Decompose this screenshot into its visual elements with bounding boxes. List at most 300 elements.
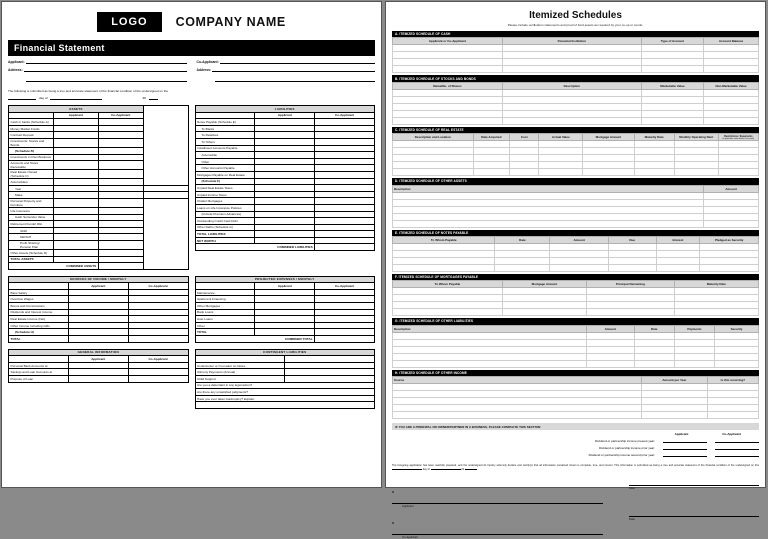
schedule-cell[interactable] bbox=[586, 295, 674, 302]
row-value-cell[interactable] bbox=[315, 178, 375, 185]
business-row-input[interactable] bbox=[663, 438, 707, 443]
row-value-cell[interactable] bbox=[53, 161, 98, 170]
schedule-cell[interactable] bbox=[674, 309, 758, 316]
row-value-cell[interactable] bbox=[315, 145, 375, 152]
schedule-cell[interactable] bbox=[586, 309, 674, 316]
row-value-cell[interactable] bbox=[315, 204, 375, 211]
schedule-cell[interactable] bbox=[674, 346, 714, 353]
row-value-cell[interactable] bbox=[98, 221, 143, 228]
schedule-cell[interactable] bbox=[707, 405, 758, 412]
row-value-cell[interactable] bbox=[53, 256, 98, 263]
row-value-cell[interactable] bbox=[53, 221, 98, 228]
schedule-cell[interactable] bbox=[393, 192, 704, 199]
schedule-cell[interactable] bbox=[393, 103, 503, 110]
row-value-cell[interactable] bbox=[315, 218, 375, 225]
co-address-field[interactable] bbox=[197, 67, 376, 72]
schedule-cell[interactable] bbox=[393, 250, 495, 257]
assets-combined-value[interactable] bbox=[98, 263, 143, 270]
schedule-cell[interactable] bbox=[393, 220, 704, 227]
schedule-cell[interactable] bbox=[674, 360, 714, 367]
co-address-input-rule[interactable] bbox=[212, 67, 375, 72]
schedule-cell[interactable] bbox=[715, 360, 759, 367]
schedule-cell[interactable] bbox=[707, 398, 758, 405]
schedule-cell[interactable] bbox=[502, 52, 641, 59]
row-value-cell[interactable] bbox=[53, 234, 98, 241]
schedule-cell[interactable] bbox=[510, 155, 539, 162]
schedule-cell[interactable] bbox=[634, 155, 674, 162]
row-value-cell[interactable] bbox=[315, 138, 375, 145]
schedule-cell[interactable] bbox=[715, 339, 759, 346]
schedule-cell[interactable] bbox=[502, 59, 641, 66]
address-field[interactable] bbox=[8, 67, 187, 72]
legal-day-input[interactable] bbox=[392, 469, 422, 470]
row-value-cell[interactable] bbox=[53, 147, 98, 154]
row-value-cell[interactable] bbox=[53, 198, 98, 207]
business-row-input[interactable] bbox=[715, 438, 759, 443]
schedule-cell[interactable] bbox=[704, 89, 759, 96]
schedule-cell[interactable] bbox=[586, 332, 634, 339]
row-value-cell[interactable] bbox=[98, 214, 143, 221]
row-value-cell[interactable] bbox=[98, 161, 143, 170]
schedule-cell[interactable] bbox=[583, 155, 634, 162]
row-value-cell[interactable] bbox=[255, 316, 315, 323]
schedule-cell[interactable] bbox=[715, 332, 759, 339]
legal-year-input[interactable] bbox=[465, 469, 477, 470]
row-value-cell[interactable] bbox=[98, 185, 143, 192]
row-value-cell[interactable] bbox=[315, 152, 375, 159]
row-value-cell[interactable] bbox=[315, 322, 375, 329]
row-value-cell[interactable] bbox=[128, 322, 188, 329]
schedule-cell[interactable] bbox=[674, 302, 758, 309]
schedule-cell[interactable] bbox=[674, 353, 714, 360]
schedule-cell[interactable] bbox=[634, 162, 674, 169]
schedule-cell[interactable] bbox=[608, 243, 656, 250]
row-value-cell[interactable] bbox=[68, 369, 128, 376]
row-value-cell[interactable] bbox=[255, 132, 315, 139]
schedule-cell[interactable] bbox=[510, 162, 539, 169]
row-value-cell[interactable] bbox=[315, 237, 375, 244]
schedule-cell[interactable] bbox=[656, 243, 700, 250]
row-value-cell[interactable] bbox=[53, 207, 98, 214]
schedule-cell[interactable] bbox=[539, 148, 583, 155]
schedule-cell[interactable] bbox=[641, 398, 707, 405]
row-value-cell[interactable] bbox=[98, 227, 143, 234]
schedule-cell[interactable] bbox=[393, 96, 503, 103]
schedule-cell[interactable] bbox=[656, 264, 700, 271]
row-value-cell[interactable] bbox=[255, 178, 315, 185]
schedule-cell[interactable] bbox=[634, 141, 674, 148]
schedule-cell[interactable] bbox=[393, 295, 503, 302]
schedule-cell[interactable] bbox=[583, 169, 634, 176]
schedule-cell[interactable] bbox=[393, 243, 495, 250]
schedule-cell[interactable] bbox=[586, 288, 674, 295]
row-value-cell[interactable] bbox=[98, 198, 143, 207]
schedule-cell[interactable] bbox=[502, 117, 641, 124]
schedule-cell[interactable] bbox=[539, 162, 583, 169]
schedule-cell[interactable] bbox=[393, 384, 642, 391]
co-applicant-input-rule[interactable] bbox=[220, 59, 375, 64]
schedule-cell[interactable] bbox=[393, 398, 642, 405]
schedule-cell[interactable] bbox=[634, 339, 674, 346]
schedule-cell[interactable] bbox=[608, 264, 656, 271]
schedule-cell[interactable] bbox=[502, 66, 641, 73]
schedule-cell[interactable] bbox=[634, 353, 674, 360]
schedule-cell[interactable] bbox=[393, 360, 587, 367]
schedule-cell[interactable] bbox=[704, 206, 759, 213]
date-day-input[interactable] bbox=[8, 95, 36, 100]
row-value-cell[interactable] bbox=[128, 336, 188, 343]
schedule-cell[interactable] bbox=[586, 360, 634, 367]
row-value-cell[interactable] bbox=[98, 125, 143, 132]
row-value-cell[interactable] bbox=[285, 369, 375, 376]
schedule-cell[interactable] bbox=[704, 117, 759, 124]
row-value-cell[interactable] bbox=[315, 231, 375, 238]
schedule-cell[interactable] bbox=[634, 332, 674, 339]
schedule-cell[interactable] bbox=[634, 169, 674, 176]
schedule-cell[interactable] bbox=[704, 103, 759, 110]
row-value-cell[interactable] bbox=[53, 227, 98, 234]
schedule-cell[interactable] bbox=[700, 243, 759, 250]
schedule-cell[interactable] bbox=[393, 66, 503, 73]
schedule-cell[interactable] bbox=[674, 155, 718, 162]
row-value-cell[interactable] bbox=[255, 138, 315, 145]
schedule-cell[interactable] bbox=[473, 155, 510, 162]
schedule-cell[interactable] bbox=[700, 257, 759, 264]
row-value-cell[interactable] bbox=[315, 125, 375, 132]
schedule-cell[interactable] bbox=[704, 213, 759, 220]
schedule-cell[interactable] bbox=[704, 66, 759, 73]
row-value-cell[interactable] bbox=[68, 336, 128, 343]
schedule-cell[interactable] bbox=[502, 302, 586, 309]
row-value-cell[interactable] bbox=[315, 329, 375, 336]
schedule-cell[interactable] bbox=[641, 110, 703, 117]
schedule-cell[interactable] bbox=[704, 52, 759, 59]
row-value-cell[interactable] bbox=[98, 138, 143, 147]
schedule-cell[interactable] bbox=[393, 148, 474, 155]
row-value-cell[interactable] bbox=[255, 158, 315, 165]
row-value-cell[interactable] bbox=[98, 240, 143, 249]
schedule-cell[interactable] bbox=[393, 412, 642, 419]
row-value-cell[interactable] bbox=[53, 154, 98, 161]
row-value-cell[interactable] bbox=[255, 237, 315, 244]
schedule-cell[interactable] bbox=[502, 89, 641, 96]
co-address-line-2[interactable] bbox=[215, 75, 376, 82]
row-value-cell[interactable] bbox=[255, 329, 315, 336]
row-value-cell[interactable] bbox=[98, 207, 143, 214]
schedule-cell[interactable] bbox=[608, 257, 656, 264]
schedule-cell[interactable] bbox=[586, 346, 634, 353]
schedule-cell[interactable] bbox=[393, 206, 704, 213]
schedule-cell[interactable] bbox=[641, 103, 703, 110]
row-value-cell[interactable] bbox=[53, 240, 98, 249]
schedule-cell[interactable] bbox=[704, 96, 759, 103]
row-value-cell[interactable] bbox=[255, 289, 315, 296]
row-value-cell[interactable] bbox=[143, 192, 188, 199]
schedule-cell[interactable] bbox=[704, 45, 759, 52]
row-value-cell[interactable] bbox=[53, 119, 98, 126]
schedule-cell[interactable] bbox=[641, 391, 707, 398]
schedule-cell[interactable] bbox=[393, 309, 503, 316]
schedule-cell[interactable] bbox=[502, 96, 641, 103]
schedule-cell[interactable] bbox=[707, 391, 758, 398]
row-value-cell[interactable] bbox=[255, 125, 315, 132]
schedule-cell[interactable] bbox=[634, 148, 674, 155]
schedule-cell[interactable] bbox=[674, 295, 758, 302]
schedule-cell[interactable] bbox=[641, 89, 703, 96]
schedule-cell[interactable] bbox=[393, 199, 704, 206]
schedule-cell[interactable] bbox=[634, 346, 674, 353]
row-value-cell[interactable] bbox=[98, 249, 143, 256]
applicant-input-rule[interactable] bbox=[26, 59, 187, 64]
date-year-input[interactable] bbox=[149, 95, 158, 100]
schedule-cell[interactable] bbox=[393, 169, 474, 176]
row-value-cell[interactable] bbox=[98, 234, 143, 241]
row-value-cell[interactable] bbox=[315, 191, 375, 198]
address-line-2[interactable] bbox=[26, 75, 187, 82]
schedule-cell[interactable] bbox=[641, 96, 703, 103]
schedule-cell[interactable] bbox=[550, 243, 609, 250]
row-value-cell[interactable] bbox=[315, 165, 375, 172]
row-value-cell[interactable] bbox=[98, 256, 143, 263]
row-value-cell[interactable] bbox=[285, 362, 375, 369]
schedule-cell[interactable] bbox=[608, 250, 656, 257]
schedule-cell[interactable] bbox=[634, 360, 674, 367]
schedule-cell[interactable] bbox=[715, 353, 759, 360]
schedule-cell[interactable] bbox=[641, 52, 703, 59]
row-value-cell[interactable] bbox=[53, 125, 98, 132]
schedule-cell[interactable] bbox=[718, 169, 758, 176]
schedule-cell[interactable] bbox=[393, 353, 587, 360]
row-value-cell[interactable] bbox=[255, 152, 315, 159]
schedule-cell[interactable] bbox=[674, 339, 714, 346]
schedule-cell[interactable] bbox=[502, 295, 586, 302]
schedule-cell[interactable] bbox=[583, 148, 634, 155]
schedule-cell[interactable] bbox=[704, 199, 759, 206]
schedule-cell[interactable] bbox=[718, 162, 758, 169]
row-value-cell[interactable] bbox=[98, 119, 143, 126]
schedule-cell[interactable] bbox=[718, 155, 758, 162]
schedule-cell[interactable] bbox=[656, 250, 700, 257]
schedule-cell[interactable] bbox=[473, 162, 510, 169]
row-value-cell[interactable] bbox=[255, 296, 315, 303]
schedule-cell[interactable] bbox=[641, 405, 707, 412]
row-value-cell[interactable] bbox=[255, 218, 315, 225]
row-value-cell[interactable] bbox=[53, 170, 98, 179]
row-value-cell[interactable] bbox=[68, 296, 128, 303]
schedule-cell[interactable] bbox=[707, 412, 758, 419]
schedule-cell[interactable] bbox=[674, 288, 758, 295]
row-value-cell[interactable] bbox=[68, 289, 128, 296]
business-row-input[interactable] bbox=[715, 452, 759, 457]
row-value-cell[interactable] bbox=[255, 224, 315, 231]
row-value-cell[interactable] bbox=[128, 329, 188, 336]
row-value-cell[interactable] bbox=[68, 329, 128, 336]
schedule-cell[interactable] bbox=[393, 391, 642, 398]
schedule-cell[interactable] bbox=[704, 110, 759, 117]
row-value-cell[interactable] bbox=[255, 303, 315, 310]
schedule-cell[interactable] bbox=[393, 52, 503, 59]
schedule-cell[interactable] bbox=[674, 141, 718, 148]
row-value-cell[interactable] bbox=[315, 198, 375, 205]
schedule-cell[interactable] bbox=[502, 103, 641, 110]
schedule-cell[interactable] bbox=[641, 412, 707, 419]
row-value-cell[interactable] bbox=[98, 154, 143, 161]
row-value-cell[interactable] bbox=[315, 158, 375, 165]
schedule-cell[interactable] bbox=[502, 110, 641, 117]
schedule-cell[interactable] bbox=[641, 66, 703, 73]
row-value-cell[interactable] bbox=[68, 362, 128, 369]
row-value-cell[interactable] bbox=[255, 309, 315, 316]
schedule-cell[interactable] bbox=[393, 155, 474, 162]
row-value-cell[interactable] bbox=[315, 185, 375, 192]
co-applicant-field[interactable] bbox=[197, 59, 376, 64]
schedule-cell[interactable] bbox=[715, 346, 759, 353]
row-value-cell[interactable] bbox=[68, 316, 128, 323]
row-value-cell[interactable] bbox=[98, 179, 143, 186]
legal-month-input[interactable] bbox=[431, 469, 461, 470]
row-value-cell[interactable] bbox=[143, 185, 188, 192]
row-value-cell[interactable] bbox=[98, 192, 143, 199]
schedule-cell[interactable] bbox=[539, 141, 583, 148]
row-value-cell[interactable] bbox=[53, 132, 98, 139]
applicant-field[interactable] bbox=[8, 59, 187, 64]
expenses-combined-value[interactable] bbox=[315, 336, 375, 343]
schedule-cell[interactable] bbox=[718, 148, 758, 155]
row-value-cell[interactable] bbox=[315, 132, 375, 139]
row-value-cell[interactable] bbox=[53, 214, 98, 221]
row-value-cell[interactable] bbox=[255, 165, 315, 172]
schedule-cell[interactable] bbox=[393, 59, 503, 66]
schedule-cell[interactable] bbox=[393, 339, 587, 346]
schedule-cell[interactable] bbox=[393, 89, 503, 96]
schedule-cell[interactable] bbox=[700, 250, 759, 257]
schedule-cell[interactable] bbox=[393, 332, 587, 339]
schedule-cell[interactable] bbox=[539, 169, 583, 176]
address-input-rule[interactable] bbox=[24, 67, 187, 72]
row-value-cell[interactable] bbox=[128, 369, 188, 376]
schedule-cell[interactable] bbox=[393, 264, 495, 271]
schedule-cell[interactable] bbox=[641, 384, 707, 391]
schedule-cell[interactable] bbox=[586, 353, 634, 360]
schedule-cell[interactable] bbox=[393, 405, 642, 412]
row-value-cell[interactable] bbox=[255, 145, 315, 152]
row-value-cell[interactable] bbox=[315, 309, 375, 316]
row-value-cell[interactable] bbox=[255, 204, 315, 211]
row-value-cell[interactable] bbox=[315, 119, 375, 126]
business-row-input[interactable] bbox=[663, 445, 707, 450]
schedule-cell[interactable] bbox=[495, 250, 550, 257]
row-value-cell[interactable] bbox=[98, 132, 143, 139]
schedule-cell[interactable] bbox=[473, 148, 510, 155]
row-value-cell[interactable] bbox=[53, 249, 98, 256]
row-value-cell[interactable] bbox=[68, 322, 128, 329]
schedule-cell[interactable] bbox=[674, 332, 714, 339]
row-value-cell[interactable] bbox=[128, 316, 188, 323]
schedule-cell[interactable] bbox=[704, 220, 759, 227]
schedule-cell[interactable] bbox=[495, 243, 550, 250]
schedule-cell[interactable] bbox=[674, 162, 718, 169]
schedule-cell[interactable] bbox=[583, 141, 634, 148]
row-value-cell[interactable] bbox=[98, 170, 143, 179]
row-value-cell[interactable] bbox=[98, 147, 143, 154]
row-value-cell[interactable] bbox=[128, 289, 188, 296]
schedule-cell[interactable] bbox=[510, 141, 539, 148]
contingent-explain-area[interactable] bbox=[195, 402, 375, 409]
date-month-input[interactable] bbox=[50, 95, 102, 100]
row-value-cell[interactable] bbox=[255, 185, 315, 192]
row-value-cell[interactable] bbox=[128, 303, 188, 310]
schedule-cell[interactable] bbox=[393, 302, 503, 309]
row-value-cell[interactable] bbox=[255, 119, 315, 126]
row-split-input[interactable] bbox=[53, 185, 98, 192]
liabilities-combined-value[interactable] bbox=[315, 244, 375, 251]
schedule-cell[interactable] bbox=[707, 384, 758, 391]
schedule-cell[interactable] bbox=[502, 45, 641, 52]
row-value-cell[interactable] bbox=[128, 309, 188, 316]
row-value-cell[interactable] bbox=[315, 289, 375, 296]
row-value-cell[interactable] bbox=[315, 211, 375, 218]
schedule-cell[interactable] bbox=[510, 148, 539, 155]
schedule-cell[interactable] bbox=[393, 117, 503, 124]
row-value-cell[interactable] bbox=[315, 303, 375, 310]
schedule-cell[interactable] bbox=[393, 45, 503, 52]
row-value-cell[interactable] bbox=[128, 296, 188, 303]
schedule-cell[interactable] bbox=[495, 264, 550, 271]
row-value-cell[interactable] bbox=[128, 376, 188, 383]
schedule-cell[interactable] bbox=[393, 346, 587, 353]
row-value-cell[interactable] bbox=[53, 138, 98, 147]
schedule-cell[interactable] bbox=[502, 309, 586, 316]
row-split-input[interactable] bbox=[53, 192, 98, 199]
schedule-cell[interactable] bbox=[641, 45, 703, 52]
row-value-cell[interactable] bbox=[255, 191, 315, 198]
schedule-cell[interactable] bbox=[718, 141, 758, 148]
row-value-cell[interactable] bbox=[315, 171, 375, 178]
schedule-cell[interactable] bbox=[473, 141, 510, 148]
schedule-cell[interactable] bbox=[495, 257, 550, 264]
schedule-cell[interactable] bbox=[393, 110, 503, 117]
business-row-input[interactable] bbox=[663, 452, 707, 457]
schedule-cell[interactable] bbox=[674, 148, 718, 155]
schedule-cell[interactable] bbox=[393, 213, 704, 220]
schedule-cell[interactable] bbox=[704, 59, 759, 66]
schedule-cell[interactable] bbox=[641, 59, 703, 66]
schedule-cell[interactable] bbox=[586, 302, 674, 309]
business-row-input[interactable] bbox=[715, 445, 759, 450]
schedule-cell[interactable] bbox=[550, 250, 609, 257]
row-value-cell[interactable] bbox=[255, 322, 315, 329]
row-value-cell[interactable] bbox=[255, 171, 315, 178]
schedule-cell[interactable] bbox=[641, 117, 703, 124]
row-value-cell[interactable] bbox=[255, 198, 315, 205]
schedule-cell[interactable] bbox=[502, 288, 586, 295]
row-value-cell[interactable] bbox=[255, 211, 315, 218]
row-value-cell[interactable] bbox=[285, 376, 375, 383]
row-value-cell[interactable] bbox=[255, 231, 315, 238]
schedule-cell[interactable] bbox=[700, 264, 759, 271]
schedule-cell[interactable] bbox=[586, 339, 634, 346]
schedule-cell[interactable] bbox=[510, 169, 539, 176]
schedule-cell[interactable] bbox=[393, 162, 474, 169]
schedule-cell[interactable] bbox=[704, 192, 759, 199]
schedule-cell[interactable] bbox=[656, 257, 700, 264]
row-value-cell[interactable] bbox=[68, 376, 128, 383]
row-value-cell[interactable] bbox=[315, 224, 375, 231]
schedule-cell[interactable] bbox=[583, 162, 634, 169]
schedule-cell[interactable] bbox=[393, 141, 474, 148]
schedule-cell[interactable] bbox=[674, 169, 718, 176]
schedule-cell[interactable] bbox=[539, 155, 583, 162]
